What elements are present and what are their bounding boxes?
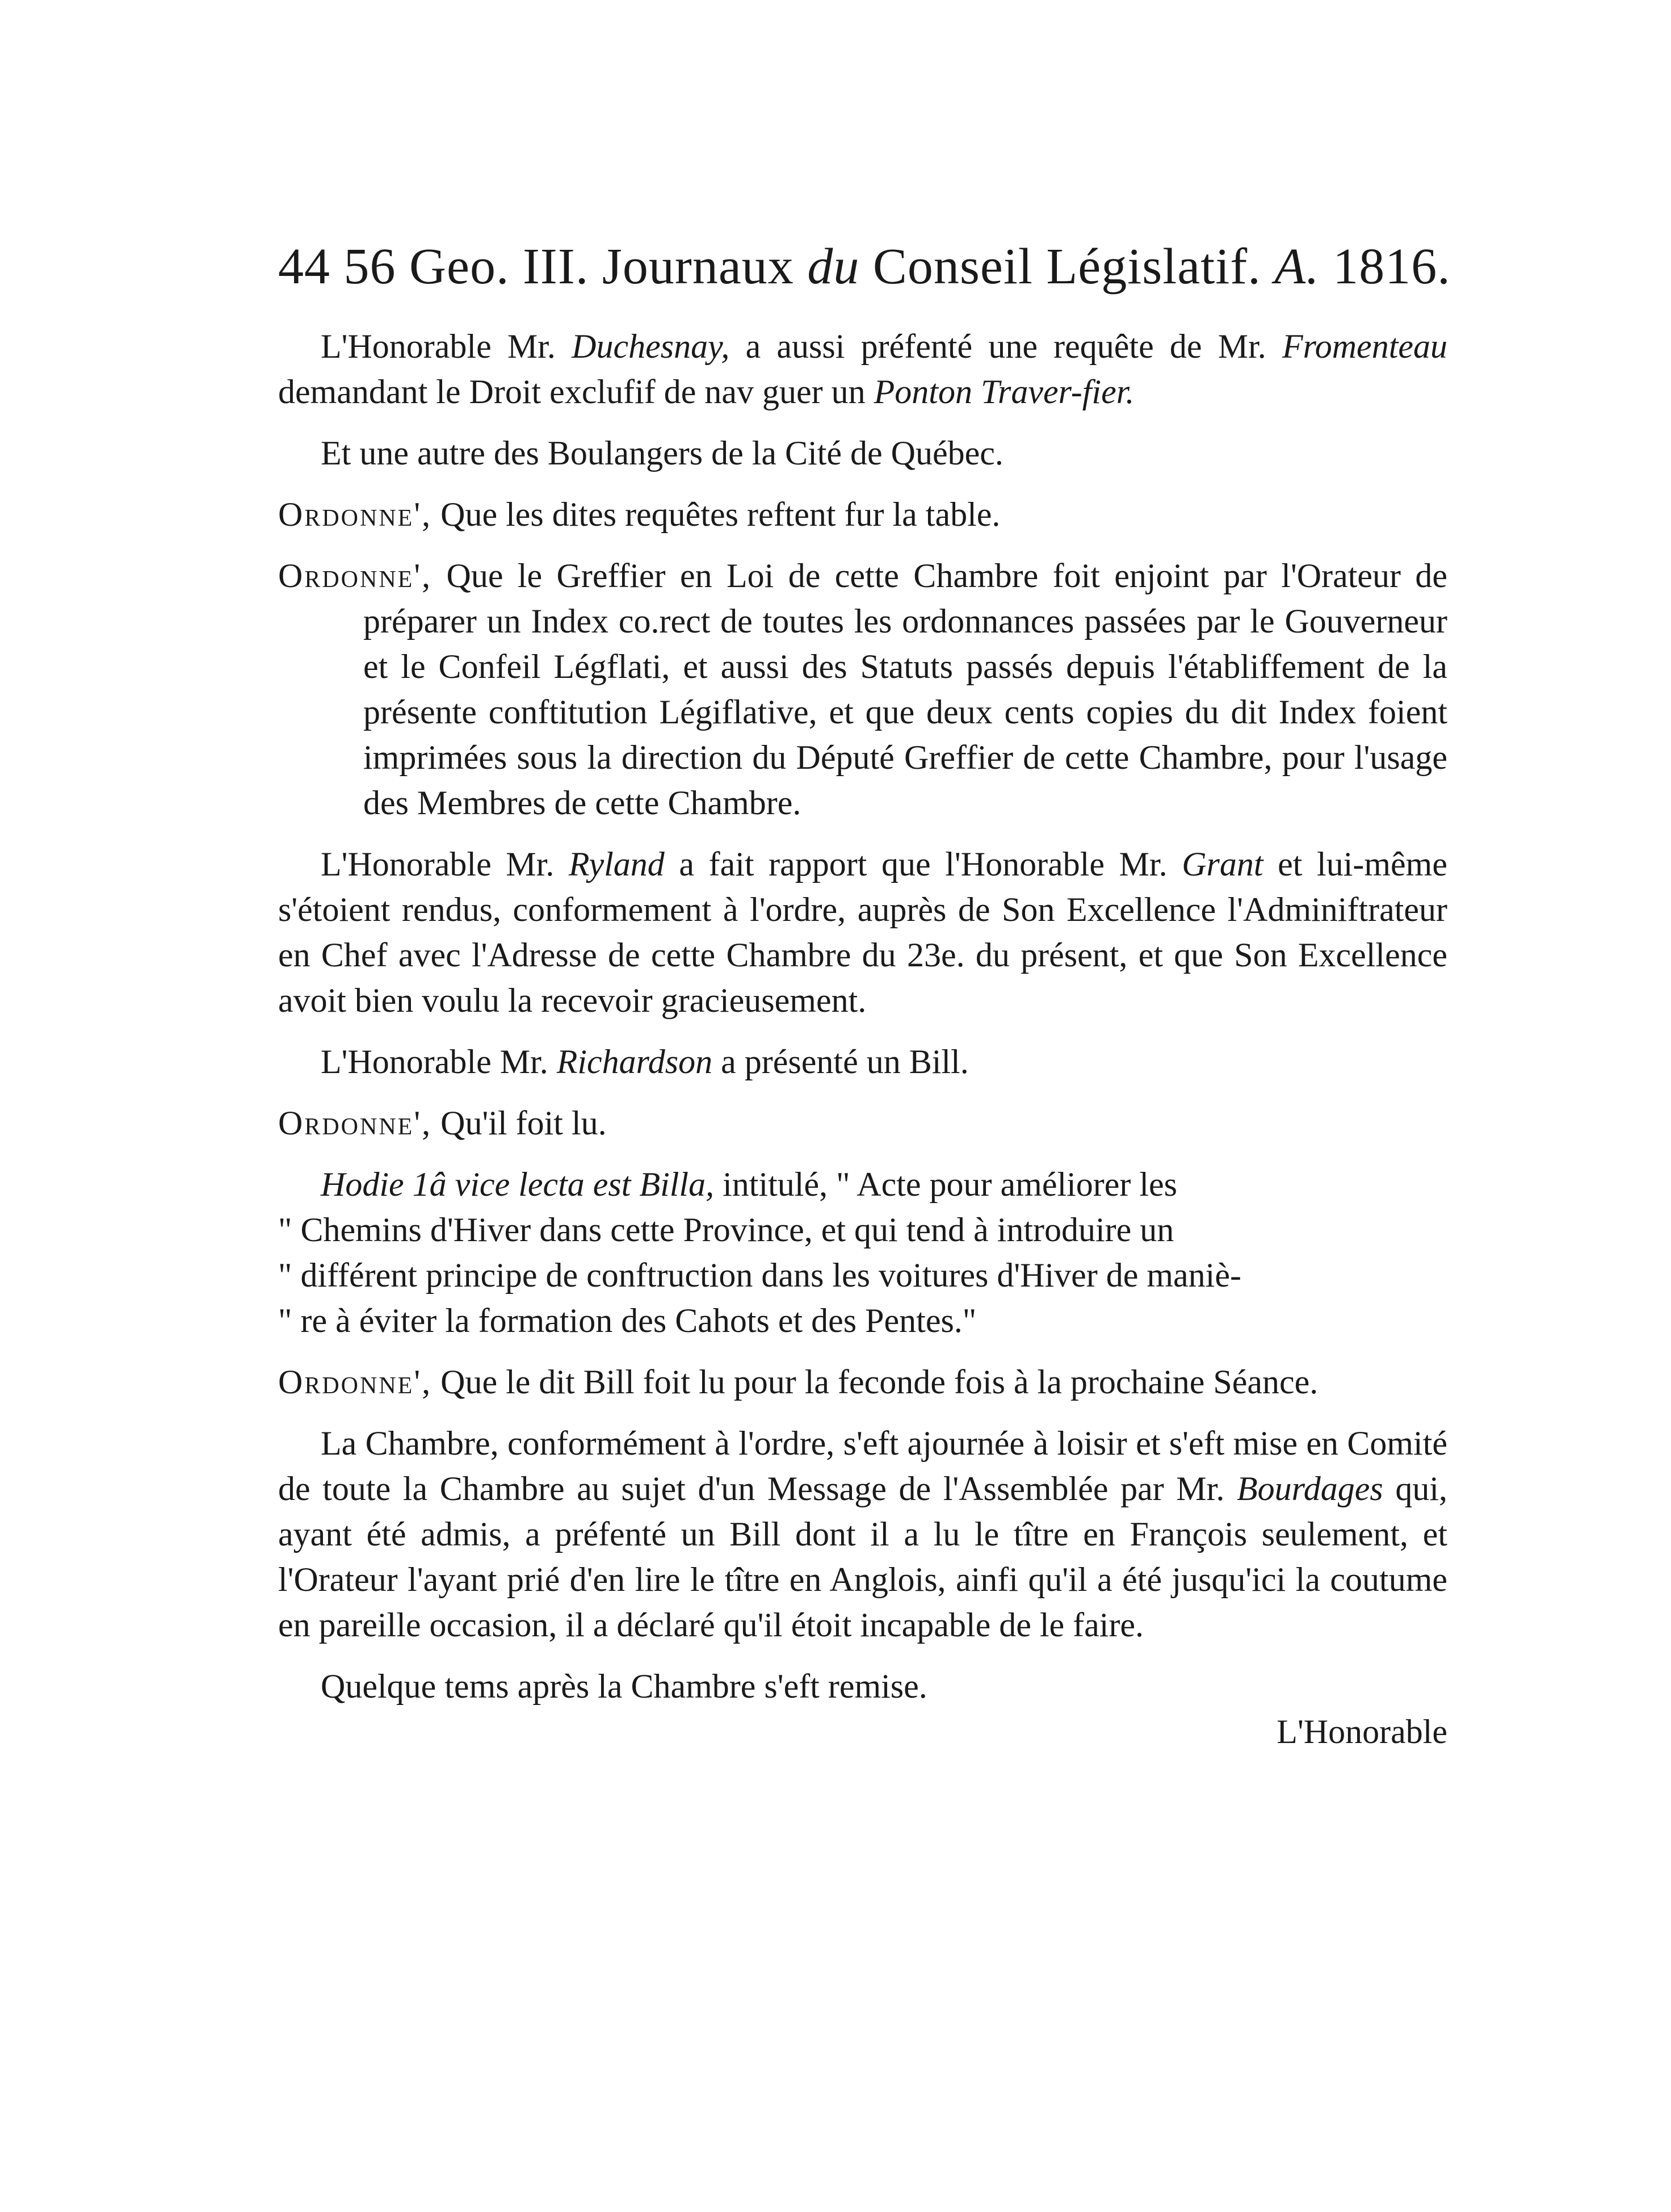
paragraph-remise: Quelque tems après la Chambre s'eft remise.: [321, 1668, 927, 1705]
anno-abbrev: A.: [1274, 238, 1320, 295]
ordonne-label: Ordonne',: [278, 496, 433, 533]
paragraph-ordonne-index: [278, 553, 1447, 826]
p10-name-bourdages: Bourdages: [1236, 1470, 1383, 1507]
paragraph-ordonne-seconde: [278, 1359, 1447, 1405]
p1-name-duchesnay: Duchesnay,: [572, 328, 730, 365]
du-word: du: [807, 238, 860, 295]
bill-line-1: [278, 1162, 1447, 1207]
p6-text-1: L'Honorable Mr.: [321, 1043, 557, 1080]
p4-text: Que le Greffier en Loi de cette Chambre foit enjoint par l'Orateur de préparer un Index co.rect de toutes les ordonnances passées par le Gouverneur et le Confeil Légflati, et aussi des Statuts passés depuis l'établiffement de la présente conftitution Légiflative, et que deux cents copies du dit Index foient imprimées sous la direction du Député Greffier de cette Chambre, pour l'usage des Membres de cette Chambre.: [363, 557, 1447, 822]
page-header: [278, 233, 1451, 301]
ordonne-label: Ordonne',: [278, 1104, 433, 1142]
bill-line-4: " re à éviter la formation des Cahots et des Pentes.": [278, 1302, 977, 1339]
p3-text: Que les dites requêtes reftent fur la table.: [432, 496, 1001, 533]
paragraph-chambre-comite: [278, 1421, 1447, 1648]
journaux-word: Journaux: [602, 238, 794, 295]
page-number: 44: [278, 238, 330, 295]
p10-text-2: qui, ayant été admis, a préfenté un Bill dont il a lu le tître en François seulement, et l'Orateur l'ayant prié d'en lire le tître en Anglois, ainfi qu'il a été jusqu'ici la coutume en pareille occasion, il a déclaré qu'il étoit incapable de le faire.: [278, 1470, 1448, 1644]
p5-text-1: L'Honorable Mr.: [321, 845, 569, 883]
journal-body: [278, 324, 1447, 1770]
hodie-latin: Hodie 1â vice lecta est Billa,: [321, 1166, 715, 1203]
p1-text-3: demandant le Droit exclufif de nav guer un: [278, 373, 874, 410]
paragraph-duchesnay: [278, 324, 1447, 414]
p5-text-2: a fait rapport que l'Honorable Mr.: [664, 845, 1182, 883]
p5-name-ryland: Ryland: [568, 845, 665, 883]
paragraph-ordonne-lu: [278, 1100, 1447, 1146]
header-year: 1816.: [1333, 238, 1451, 295]
paragraph-ryland: [278, 841, 1447, 1023]
p7-text: Qu'il foit lu.: [432, 1104, 607, 1142]
p1-text-2: a aussi préfenté une requête de Mr.: [729, 328, 1282, 365]
p5-text-3: et lui-même s'étoient rendus, conformement à l'ordre, auprès de Son Excellence l'Adminiftrateur en Chef avec l'Adresse de cette Chambre du 23e. du présent, et que Son Excellence avoit bien voulu la recevoir gracieusement.: [278, 845, 1447, 1019]
bill-text-1: intitulé, " Acte pour améliorer les: [714, 1166, 1178, 1203]
p1-name-fromenteau: Fromenteau: [1282, 328, 1447, 365]
p10-text-1: La Chambre, conformément à l'ordre, s'eft ajournée à loisir et s'eft mise en Comité de toute la Chambre au sujet d'un Message de l'Assemblée par Mr.: [278, 1425, 1447, 1507]
p1-text-1: L'Honorable Mr.: [321, 328, 572, 365]
ordonne-label: Ordonne',: [278, 557, 433, 594]
p9-text: Que le dit Bill foit lu pour la feconde fois à la prochaine Séance.: [432, 1363, 1319, 1401]
p6-name-richardson: Richardson: [556, 1043, 713, 1080]
paragraph-boulangers: Et une autre des Boulangers de la Cité de Québec.: [321, 434, 1004, 472]
bill-line-2: " Chemins d'Hiver dans cette Province, et qui tend à introduire un: [278, 1211, 1174, 1249]
p1-ponton: Ponton Traver-fier.: [874, 373, 1135, 410]
conseil-title: Conseil Législatif.: [872, 238, 1261, 295]
paragraph-bill-title: [278, 1162, 1447, 1343]
paragraph-ordonne-table: [278, 492, 1447, 537]
paragraph-richardson: [278, 1039, 1447, 1084]
regnal-year: 56 Geo. III.: [343, 238, 589, 295]
bill-line-3: " différent principe de conftruction dans les voitures d'Hiver de maniè-: [278, 1256, 1241, 1294]
ordonne-label: Ordonne',: [278, 1363, 433, 1401]
p6-text-2: a présenté un Bill.: [712, 1043, 969, 1080]
p5-name-grant: Grant: [1182, 845, 1263, 883]
catchword: L'Honorable: [1277, 1713, 1447, 1750]
